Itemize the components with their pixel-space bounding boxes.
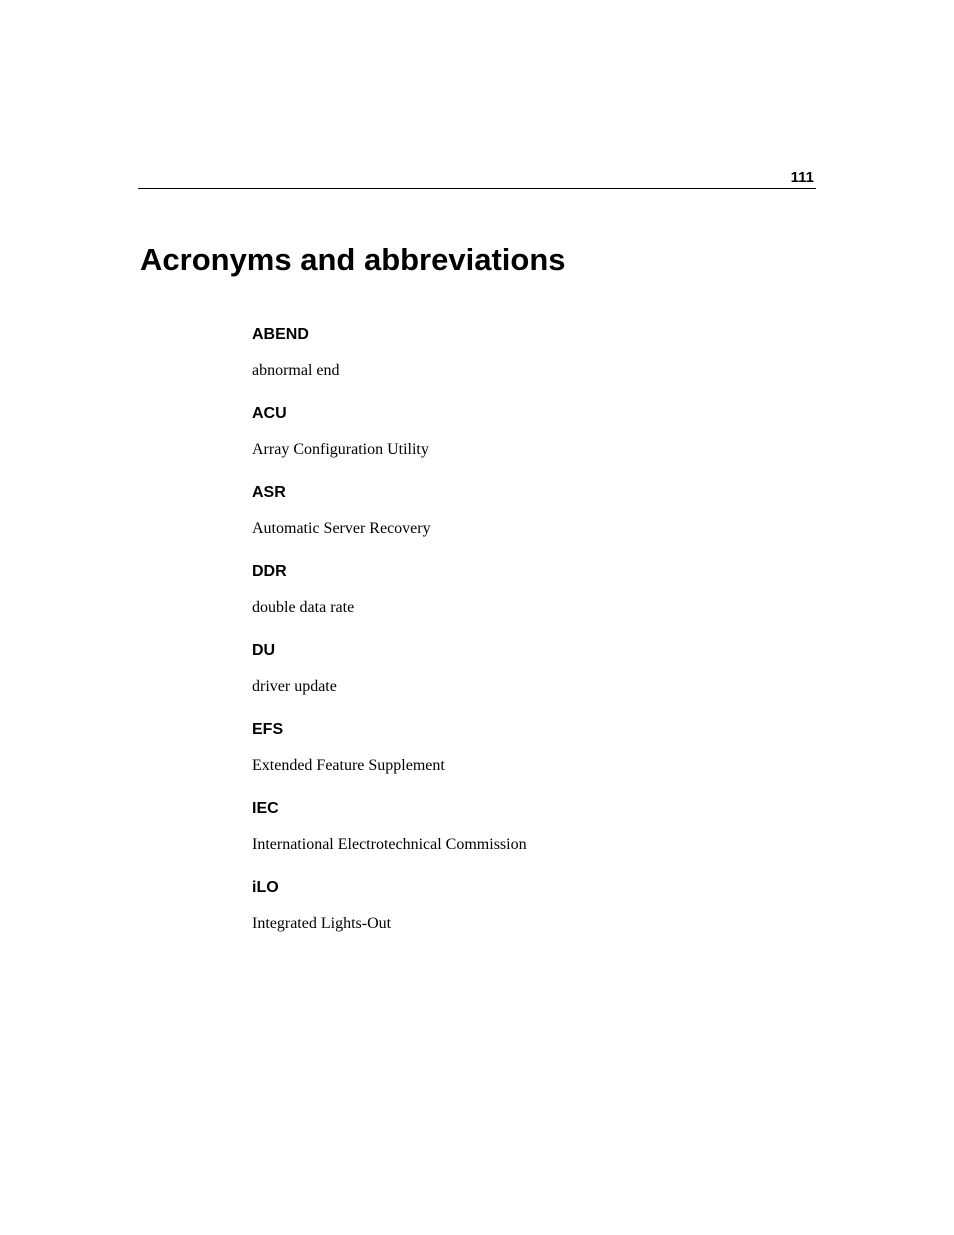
acronym-entry-acu [252, 401, 812, 480]
acronym-definition: Array Configuration Utility [252, 441, 429, 458]
page-title: Acronyms and abbreviations [140, 242, 566, 277]
acronym-term: IEC [252, 800, 279, 817]
header-rule [138, 188, 816, 189]
acronym-entry-efs [252, 717, 812, 796]
acronym-entry-ddr [252, 559, 812, 638]
acronym-definition: Extended Feature Supplement [252, 757, 445, 774]
acronym-list [252, 322, 812, 954]
acronym-entry-ilo [252, 875, 812, 954]
acronym-definition: abnormal end [252, 362, 340, 379]
acronym-entry-asr [252, 480, 812, 559]
acronym-term: DDR [252, 563, 287, 580]
acronym-entry-iec [252, 796, 812, 875]
acronym-entry-du [252, 638, 812, 717]
acronym-definition: driver update [252, 678, 337, 695]
acronym-term: iLO [252, 879, 279, 896]
acronym-term: ABEND [252, 326, 309, 343]
acronym-entry-abend [252, 322, 812, 401]
page-number: 111 [790, 169, 814, 186]
acronym-definition: International Electrotechnical Commission [252, 836, 527, 853]
acronym-term: EFS [252, 721, 284, 738]
acronym-term: ASR [252, 484, 286, 501]
acronym-term: ACU [252, 405, 287, 422]
acronym-definition: Integrated Lights-Out [252, 915, 392, 932]
acronym-definition: Automatic Server Recovery [252, 520, 431, 537]
acronym-term: DU [252, 642, 276, 659]
acronym-definition: double data rate [252, 599, 355, 616]
